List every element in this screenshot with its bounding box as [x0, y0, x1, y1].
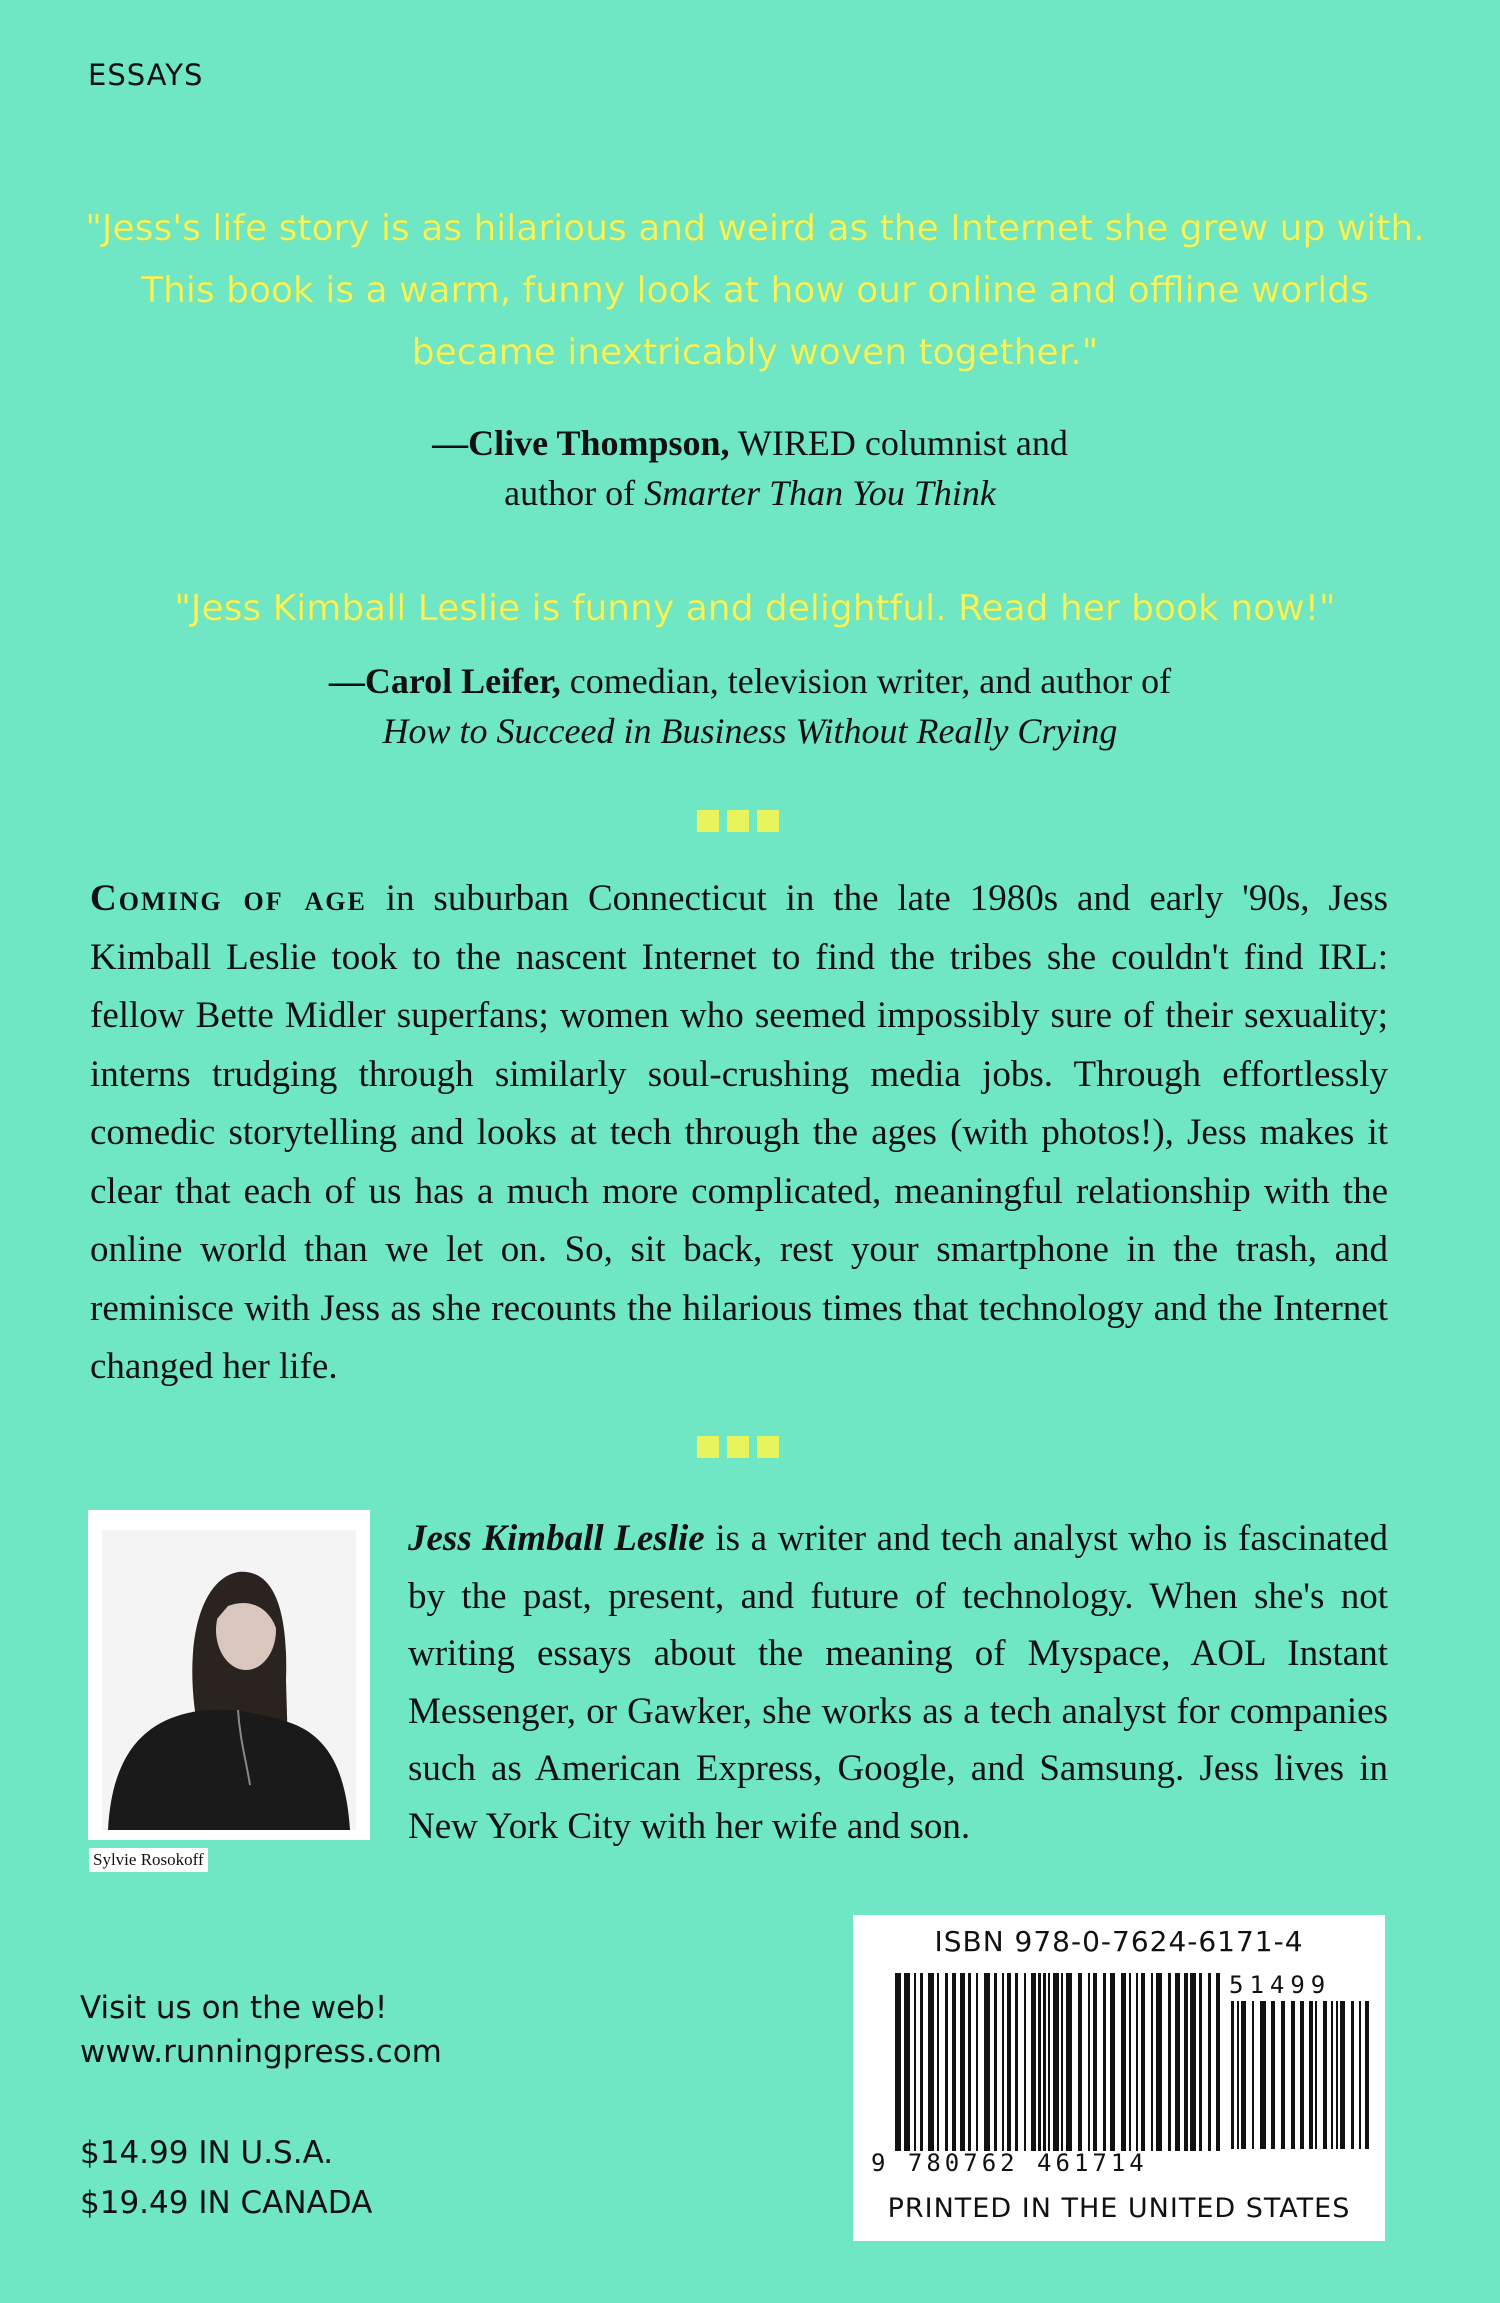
blurb-quote-1: "Jess's life story is as hilarious and weird as the Internet she grew up with. This book is a warm, funny look at how our online and offline worlds became inextricably woven together."	[85, 208, 1425, 373]
blurb-book-2: How to Succeed in Business Without Really Crying	[382, 711, 1118, 751]
author-name: Jess Kimball Leslie	[408, 1518, 705, 1559]
category-label: ESSAYS	[88, 58, 204, 92]
website-url[interactable]: www.runningpress.com	[80, 2034, 442, 2070]
website-block	[80, 1986, 442, 2074]
author-bio	[408, 1510, 1388, 1855]
blurb-book-1: Smarter Than You Think	[644, 473, 996, 513]
barcode-panel	[853, 1915, 1385, 2241]
price-usa: $14.99 IN U.S.A.	[80, 2135, 334, 2171]
blurb-attribution-2	[150, 656, 1350, 756]
website-prompt: Visit us on the web!	[80, 1990, 388, 2026]
description-body: in suburban Connecticut in the late 1980s and early '90s, Jess Kimball Leslie took to the nascent Internet to find the tribes she couldn't find IRL: fellow Bette Midler superfans; women who seemed impossibly sure of their sexuality; interns trudging through similarly soul-crushing media jobs. Through effortlessly comedic storytelling and looks at tech through the ages (with photos!), Jess makes it clear that each of us has a much more complicated, meaningful relationship with the online world than we let on. So, sit back, rest your smartphone in the trash, and reminisce with Jess as she recounts the hilarious times that technology and the Internet changed her life.	[90, 878, 1388, 1387]
photo-credit: Sylvie Rosokoff	[89, 1848, 208, 1872]
author-bio-text: is a writer and tech analyst who is fascinated by the past, present, and future of technology. When she's not writing essays about the meaning of Myspace, AOL Instant Messenger, or Gawker, she works as a tech analyst for companies such as American Express, Google, and Samsung. Jess lives in New York City with her wife and son.	[408, 1518, 1388, 1847]
blurb-attribution-1	[200, 418, 1300, 518]
blurb-author-1: —Clive Thompson,	[432, 423, 730, 463]
section-divider	[697, 1436, 817, 1458]
price-canada: $19.49 IN CANADA	[80, 2185, 373, 2221]
ean-barcode-image	[895, 1973, 1221, 2151]
blurb-author-2: —Carol Leifer,	[328, 661, 561, 701]
book-description	[90, 870, 1388, 1397]
price-code: 51499	[1229, 1971, 1332, 1999]
price-addon-barcode-image	[1231, 2001, 1371, 2149]
blurb-quote-2: "Jess Kimball Leslie is funny and delightful. Read her book now!"	[174, 588, 1336, 629]
blurb-credit-prefix-1: author of	[504, 473, 645, 513]
description-lead: Coming of age	[90, 878, 367, 919]
blurb-credit-1: WIRED columnist and	[729, 423, 1068, 463]
ean-digits: 9 780762 461714	[871, 2149, 1148, 2177]
section-divider	[697, 810, 817, 832]
author-photo	[88, 1510, 370, 1840]
printed-in-label: PRINTED IN THE UNITED STATES	[887, 2193, 1351, 2224]
author-portrait-image	[88, 1510, 370, 1840]
blurb-credit-2: comedian, television writer, and author of	[560, 661, 1172, 701]
isbn-label: ISBN 978-0-7624-6171-4	[934, 1925, 1304, 1958]
price-block	[80, 2128, 372, 2228]
